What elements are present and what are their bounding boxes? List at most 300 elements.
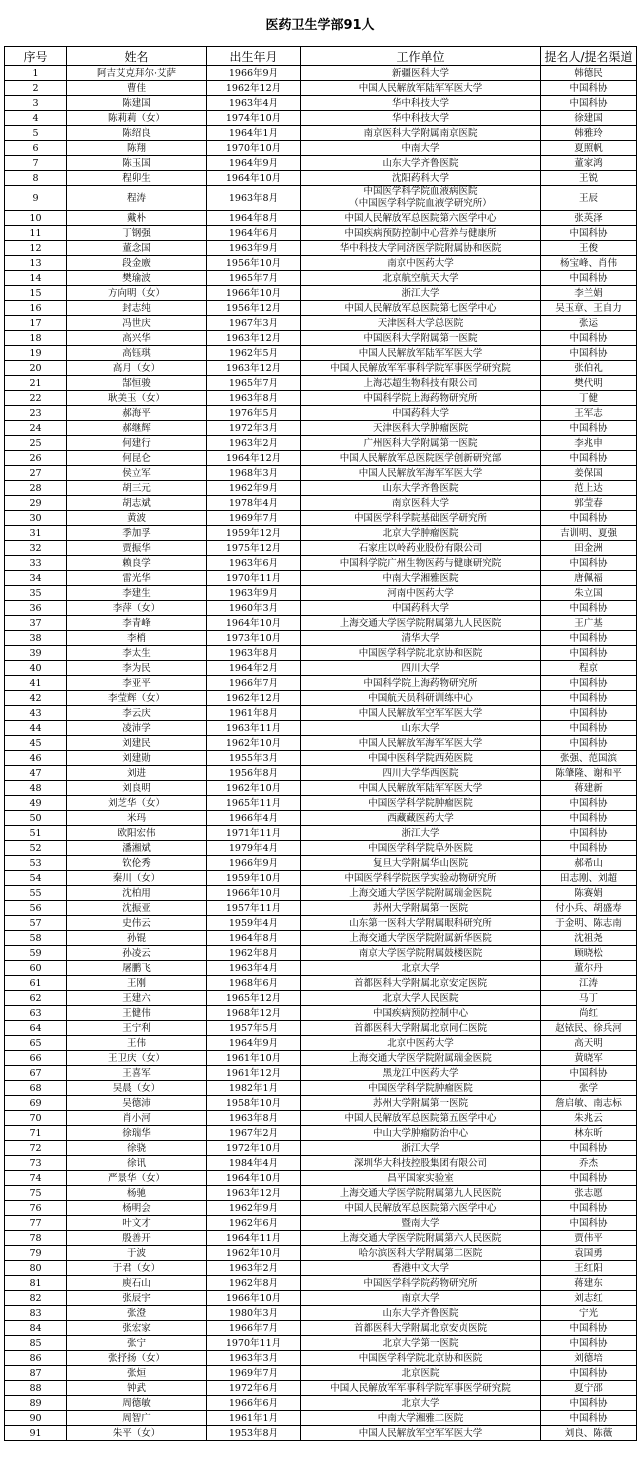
cell-name: 胡志斌 — [67, 496, 207, 511]
table-row — [5, 1006, 637, 1021]
cell-birth: 1966年6月 — [207, 1396, 301, 1411]
cell-nominator: 夏宁邵 — [541, 1381, 637, 1396]
table-row — [5, 1186, 637, 1201]
table-row — [5, 946, 637, 961]
cell-birth: 1963年8月 — [207, 646, 301, 661]
cell-name: 董念国 — [67, 241, 207, 256]
cell-workplace: 中国人民解放军海军军医大学 — [301, 736, 541, 751]
table-row — [5, 1141, 637, 1156]
cell-birth: 1969年7月 — [207, 1366, 301, 1381]
cell-workplace: 中国人民解放军陆军军医大学 — [301, 346, 541, 361]
cell-name: 郝海平 — [67, 406, 207, 421]
cell-name: 孙凌云 — [67, 946, 207, 961]
cell-nominator: 王辰 — [541, 186, 637, 211]
cell-name: 刘良明 — [67, 781, 207, 796]
cell-index: 64 — [5, 1021, 67, 1036]
cell-birth: 1962年9月 — [207, 481, 301, 496]
cell-index: 54 — [5, 871, 67, 886]
cell-index: 23 — [5, 406, 67, 421]
cell-nominator: 中国科协 — [541, 1216, 637, 1231]
header-birth: 出生年月 — [207, 47, 301, 66]
cell-workplace: 苏州大学附属第一医院 — [301, 901, 541, 916]
cell-birth: 1957年11月 — [207, 901, 301, 916]
table-row — [5, 511, 637, 526]
cell-index: 67 — [5, 1066, 67, 1081]
cell-nominator: 中国科协 — [541, 736, 637, 751]
cell-workplace: 中国医学科学院血液病医院 （中国医学科学院血液学研究所） — [301, 186, 541, 211]
cell-workplace: 中国医学科学院肿瘤医院 — [301, 796, 541, 811]
table-row — [5, 186, 637, 211]
cell-name: 王建六 — [67, 991, 207, 1006]
cell-name: 胡三元 — [67, 481, 207, 496]
cell-nominator: 唐佩福 — [541, 571, 637, 586]
table-row — [5, 66, 637, 81]
cell-index: 77 — [5, 1216, 67, 1231]
cell-workplace: 山东大学 — [301, 721, 541, 736]
cell-birth: 1962年6月 — [207, 1216, 301, 1231]
table-row — [5, 1336, 637, 1351]
cell-name: 王伟 — [67, 1036, 207, 1051]
table-row — [5, 1021, 637, 1036]
cell-nominator: 马丁 — [541, 991, 637, 1006]
cell-nominator: 韩雅玲 — [541, 126, 637, 141]
cell-workplace: 华中科技大学同济医学院附属协和医院 — [301, 241, 541, 256]
cell-name: 刘进 — [67, 766, 207, 781]
table-row — [5, 766, 637, 781]
cell-workplace: 中国人民解放军总医院第七医学中心 — [301, 301, 541, 316]
table-row — [5, 676, 637, 691]
cell-index: 14 — [5, 271, 67, 286]
table-row — [5, 616, 637, 631]
cell-nominator: 中国科协 — [541, 226, 637, 241]
cell-nominator: 中国科协 — [541, 826, 637, 841]
cell-birth: 1963年2月 — [207, 1261, 301, 1276]
cell-name: 吴晨（女） — [67, 1081, 207, 1096]
cell-workplace: 中国人民解放军总医院第六医学中心 — [301, 211, 541, 226]
cell-workplace: 上海交通大学医学院附属第六人民医院 — [301, 1231, 541, 1246]
cell-nominator: 黄晓军 — [541, 1051, 637, 1066]
cell-birth: 1963年4月 — [207, 96, 301, 111]
cell-name: 季加孚 — [67, 526, 207, 541]
cell-birth: 1964年6月 — [207, 226, 301, 241]
cell-nominator: 王广基 — [541, 616, 637, 631]
table-row — [5, 646, 637, 661]
cell-nominator: 程京 — [541, 661, 637, 676]
cell-index: 32 — [5, 541, 67, 556]
cell-workplace: 石家庄以岭药业股份有限公司 — [301, 541, 541, 556]
cell-name: 徐讯 — [67, 1156, 207, 1171]
cell-name: 徐瑞华 — [67, 1126, 207, 1141]
cell-nominator: 张运 — [541, 316, 637, 331]
table-row — [5, 901, 637, 916]
cell-birth: 1963年4月 — [207, 961, 301, 976]
table-row — [5, 81, 637, 96]
cell-birth: 1984年4月 — [207, 1156, 301, 1171]
cell-workplace: 中国航天员科研训练中心 — [301, 691, 541, 706]
cell-nominator: 董家鸿 — [541, 156, 637, 171]
cell-birth: 1956年12月 — [207, 301, 301, 316]
table-row — [5, 156, 637, 171]
table-row — [5, 391, 637, 406]
cell-nominator: 樊代明 — [541, 376, 637, 391]
cell-name: 陈莉莉（女） — [67, 111, 207, 126]
cell-workplace: 南京中医药大学 — [301, 256, 541, 271]
cell-nominator: 徐建国 — [541, 111, 637, 126]
cell-name: 潘湘斌 — [67, 841, 207, 856]
table-row — [5, 661, 637, 676]
cell-nominator: 中国科协 — [541, 271, 637, 286]
cell-workplace: 北京大学 — [301, 961, 541, 976]
cell-birth: 1964年8月 — [207, 211, 301, 226]
cell-birth: 1962年12月 — [207, 691, 301, 706]
cell-name: 耿美玉（女） — [67, 391, 207, 406]
cell-birth: 1970年11月 — [207, 1336, 301, 1351]
cell-birth: 1978年4月 — [207, 496, 301, 511]
cell-workplace: 中南大学 — [301, 141, 541, 156]
cell-index: 74 — [5, 1171, 67, 1186]
cell-index: 57 — [5, 916, 67, 931]
cell-nominator: 朱立国 — [541, 586, 637, 601]
cell-index: 80 — [5, 1261, 67, 1276]
cell-birth: 1972年6月 — [207, 1381, 301, 1396]
cell-nominator: 贾伟平 — [541, 1231, 637, 1246]
table-row — [5, 451, 637, 466]
cell-birth: 1964年9月 — [207, 1036, 301, 1051]
cell-workplace: 中国人民解放军军事科学院军事医学研究院 — [301, 361, 541, 376]
cell-birth: 1965年11月 — [207, 796, 301, 811]
cell-name: 秦川（女） — [67, 871, 207, 886]
cell-nominator: 中国科协 — [541, 1171, 637, 1186]
header-name: 姓名 — [67, 47, 207, 66]
cell-birth: 1953年8月 — [207, 1426, 301, 1441]
cell-name: 曹佳 — [67, 81, 207, 96]
table-row — [5, 436, 637, 451]
cell-workplace: 暨南大学 — [301, 1216, 541, 1231]
table-row — [5, 1246, 637, 1261]
cell-name: 刘建勋 — [67, 751, 207, 766]
cell-workplace: 天津医科大学总医院 — [301, 316, 541, 331]
cell-index: 30 — [5, 511, 67, 526]
cell-birth: 1968年3月 — [207, 466, 301, 481]
cell-workplace: 四川大学华西医院 — [301, 766, 541, 781]
table-row — [5, 271, 637, 286]
cell-birth: 1963年3月 — [207, 1351, 301, 1366]
cell-index: 2 — [5, 81, 67, 96]
cell-nominator: 张学 — [541, 1081, 637, 1096]
cell-birth: 1962年12月 — [207, 81, 301, 96]
cell-birth: 1962年8月 — [207, 946, 301, 961]
cell-nominator: 宁光 — [541, 1306, 637, 1321]
cell-name: 沈振亚 — [67, 901, 207, 916]
cell-workplace: 中国医学科学院基础医学研究所 — [301, 511, 541, 526]
cell-name: 张宏家 — [67, 1321, 207, 1336]
cell-nominator: 王红阳 — [541, 1261, 637, 1276]
cell-index: 20 — [5, 361, 67, 376]
cell-index: 85 — [5, 1336, 67, 1351]
cell-name: 刘建民 — [67, 736, 207, 751]
cell-nominator: 中国科协 — [541, 1201, 637, 1216]
cell-index: 11 — [5, 226, 67, 241]
cell-name: 程涛 — [67, 186, 207, 211]
cell-nominator: 中国科协 — [541, 691, 637, 706]
cell-birth: 1962年9月 — [207, 1201, 301, 1216]
cell-workplace: 中国药科大学 — [301, 406, 541, 421]
cell-index: 71 — [5, 1126, 67, 1141]
cell-workplace: 中国医科大学附属第一医院 — [301, 331, 541, 346]
cell-index: 27 — [5, 466, 67, 481]
cell-birth: 1971年11月 — [207, 826, 301, 841]
cell-name: 方向明（女） — [67, 286, 207, 301]
table-row — [5, 226, 637, 241]
cell-name: 严景华（女） — [67, 1171, 207, 1186]
cell-birth: 1964年9月 — [207, 156, 301, 171]
cell-index: 63 — [5, 1006, 67, 1021]
cell-name: 贾振华 — [67, 541, 207, 556]
cell-birth: 1962年5月 — [207, 346, 301, 361]
cell-name: 钟武 — [67, 1381, 207, 1396]
cell-name: 徐骁 — [67, 1141, 207, 1156]
table-row — [5, 1396, 637, 1411]
cell-index: 89 — [5, 1396, 67, 1411]
cell-nominator: 中国科协 — [541, 706, 637, 721]
cell-workplace: 北京大学第一医院 — [301, 1336, 541, 1351]
table-row — [5, 1411, 637, 1426]
cell-birth: 1956年10月 — [207, 256, 301, 271]
cell-nominator: 中国科协 — [541, 1141, 637, 1156]
cell-index: 45 — [5, 736, 67, 751]
table-row — [5, 976, 637, 991]
cell-birth: 1966年9月 — [207, 856, 301, 871]
cell-birth: 1966年7月 — [207, 1321, 301, 1336]
cell-birth: 1968年6月 — [207, 976, 301, 991]
table-row — [5, 736, 637, 751]
cell-name: 黄波 — [67, 511, 207, 526]
cell-name: 凌沛学 — [67, 721, 207, 736]
cell-nominator: 中国科协 — [541, 1411, 637, 1426]
cell-index: 88 — [5, 1381, 67, 1396]
cell-birth: 1959年10月 — [207, 871, 301, 886]
cell-nominator: 袁国勇 — [541, 1246, 637, 1261]
table-row — [5, 331, 637, 346]
cell-nominator: 吉训明、夏强 — [541, 526, 637, 541]
table-row — [5, 1351, 637, 1366]
cell-index: 60 — [5, 961, 67, 976]
table-row — [5, 841, 637, 856]
cell-index: 31 — [5, 526, 67, 541]
cell-nominator: 董尔丹 — [541, 961, 637, 976]
cell-name: 王宁利 — [67, 1021, 207, 1036]
cell-name: 钦伦秀 — [67, 856, 207, 871]
cell-workplace: 新疆医科大学 — [301, 66, 541, 81]
cell-nominator: 张伯礼 — [541, 361, 637, 376]
cell-name: 阿吉艾克拜尔·艾萨 — [67, 66, 207, 81]
cell-workplace: 哈尔滨医科大学附属第二医院 — [301, 1246, 541, 1261]
cell-index: 52 — [5, 841, 67, 856]
cell-workplace: 中南大学湘雅医院 — [301, 571, 541, 586]
cell-workplace: 黑龙江中医药大学 — [301, 1066, 541, 1081]
cell-name: 封志纯 — [67, 301, 207, 316]
cell-workplace: 山东大学齐鲁医院 — [301, 481, 541, 496]
cell-nominator: 韩德民 — [541, 66, 637, 81]
cell-birth: 1964年1月 — [207, 126, 301, 141]
cell-index: 6 — [5, 141, 67, 156]
cell-workplace: 北京大学人民医院 — [301, 991, 541, 1006]
cell-workplace: 中国医学科学院北京协和医院 — [301, 646, 541, 661]
cell-name: 李太生 — [67, 646, 207, 661]
cell-index: 47 — [5, 766, 67, 781]
cell-nominator: 郝希山 — [541, 856, 637, 871]
table-row — [5, 496, 637, 511]
cell-workplace: 北京大学 — [301, 1396, 541, 1411]
cell-name: 张宁 — [67, 1336, 207, 1351]
table-row — [5, 1276, 637, 1291]
cell-index: 22 — [5, 391, 67, 406]
table-row — [5, 346, 637, 361]
cell-nominator: 江涛 — [541, 976, 637, 991]
cell-nominator: 尚红 — [541, 1006, 637, 1021]
cell-birth: 1975年12月 — [207, 541, 301, 556]
cell-index: 21 — [5, 376, 67, 391]
cell-birth: 1959年12月 — [207, 526, 301, 541]
cell-name: 王卫庆（女） — [67, 1051, 207, 1066]
cell-workplace: 浙江大学 — [301, 826, 541, 841]
cell-index: 16 — [5, 301, 67, 316]
cell-index: 91 — [5, 1426, 67, 1441]
cell-nominator: 顾晓松 — [541, 946, 637, 961]
cell-name: 屠鹏飞 — [67, 961, 207, 976]
table-row — [5, 541, 637, 556]
cell-index: 25 — [5, 436, 67, 451]
cell-index: 76 — [5, 1201, 67, 1216]
cell-workplace: 中国人民解放军海军军医大学 — [301, 466, 541, 481]
cell-index: 51 — [5, 826, 67, 841]
table-row — [5, 171, 637, 186]
cell-index: 79 — [5, 1246, 67, 1261]
cell-nominator: 王俊 — [541, 241, 637, 256]
cell-index: 9 — [5, 186, 67, 211]
cell-index: 68 — [5, 1081, 67, 1096]
cell-name: 郜恒骏 — [67, 376, 207, 391]
cell-workplace: 上海交通大学医学院附属第九人民医院 — [301, 1186, 541, 1201]
cell-index: 37 — [5, 616, 67, 631]
cell-workplace: 中国人民解放军总医院医学创新研究部 — [301, 451, 541, 466]
cell-name: 郝继辉 — [67, 421, 207, 436]
cell-nominator: 中国科协 — [541, 796, 637, 811]
cell-name: 赖良学 — [67, 556, 207, 571]
cell-workplace: 北京大学肿瘤医院 — [301, 526, 541, 541]
cell-birth: 1966年7月 — [207, 676, 301, 691]
cell-workplace: 复旦大学附属华山医院 — [301, 856, 541, 871]
cell-birth: 1974年10月 — [207, 111, 301, 126]
cell-index: 59 — [5, 946, 67, 961]
cell-index: 66 — [5, 1051, 67, 1066]
cell-workplace: 华中科技大学 — [301, 111, 541, 126]
cell-birth: 1962年10月 — [207, 1246, 301, 1261]
cell-name: 陈建国 — [67, 96, 207, 111]
cell-index: 73 — [5, 1156, 67, 1171]
table-row — [5, 481, 637, 496]
table-row — [5, 241, 637, 256]
cell-name: 叶文才 — [67, 1216, 207, 1231]
cell-name: 庾石山 — [67, 1276, 207, 1291]
table-row — [5, 301, 637, 316]
cell-birth: 1959年4月 — [207, 916, 301, 931]
cell-nominator: 李兰娟 — [541, 286, 637, 301]
cell-birth: 1979年4月 — [207, 841, 301, 856]
cell-workplace: 中国人民解放军空军军医大学 — [301, 706, 541, 721]
cell-birth: 1964年2月 — [207, 661, 301, 676]
cell-name: 李萍（女） — [67, 601, 207, 616]
table-row — [5, 1231, 637, 1246]
cell-name: 雷光华 — [67, 571, 207, 586]
table-row — [5, 1096, 637, 1111]
cell-workplace: 华中科技大学 — [301, 96, 541, 111]
cell-birth: 1966年10月 — [207, 286, 301, 301]
cell-birth: 1970年11月 — [207, 571, 301, 586]
cell-nominator: 田金洲 — [541, 541, 637, 556]
table-row — [5, 571, 637, 586]
cell-workplace: 河南中医药大学 — [301, 586, 541, 601]
header-nominator: 提名人/提名渠道 — [541, 47, 637, 66]
cell-workplace: 中国药科大学 — [301, 601, 541, 616]
cell-index: 86 — [5, 1351, 67, 1366]
cell-birth: 1972年10月 — [207, 1141, 301, 1156]
cell-workplace: 南京医科大学 — [301, 496, 541, 511]
cell-name: 吴德沛 — [67, 1096, 207, 1111]
cell-index: 35 — [5, 586, 67, 601]
cell-name: 王健伟 — [67, 1006, 207, 1021]
cell-nominator: 田志刚、刘超 — [541, 871, 637, 886]
cell-index: 24 — [5, 421, 67, 436]
cell-birth: 1963年2月 — [207, 436, 301, 451]
cell-name: 刘芝华（女） — [67, 796, 207, 811]
cell-nominator: 中国科协 — [541, 1321, 637, 1336]
cell-nominator: 高天明 — [541, 1036, 637, 1051]
cell-nominator: 付小兵、胡盛寿 — [541, 901, 637, 916]
cell-index: 46 — [5, 751, 67, 766]
cell-birth: 1960年3月 — [207, 601, 301, 616]
cell-index: 43 — [5, 706, 67, 721]
cell-birth: 1963年12月 — [207, 361, 301, 376]
table-row — [5, 1366, 637, 1381]
cell-nominator: 中国科协 — [541, 556, 637, 571]
cell-nominator: 范上达 — [541, 481, 637, 496]
cell-nominator: 中国科协 — [541, 1396, 637, 1411]
cell-name: 李亚平 — [67, 676, 207, 691]
cell-name: 米玛 — [67, 811, 207, 826]
table-row — [5, 141, 637, 156]
cell-birth: 1966年10月 — [207, 1291, 301, 1306]
cell-nominator: 中国科协 — [541, 331, 637, 346]
cell-index: 72 — [5, 1141, 67, 1156]
table-row — [5, 466, 637, 481]
table-row — [5, 916, 637, 931]
table-row — [5, 361, 637, 376]
cell-name: 朱平（女） — [67, 1426, 207, 1441]
cell-nominator: 赵铱民、徐兵河 — [541, 1021, 637, 1036]
cell-nominator: 王军志 — [541, 406, 637, 421]
cell-name: 李梢 — [67, 631, 207, 646]
table-row — [5, 556, 637, 571]
cell-name: 侯立军 — [67, 466, 207, 481]
cell-name: 王刚 — [67, 976, 207, 991]
table-row — [5, 316, 637, 331]
cell-index: 78 — [5, 1231, 67, 1246]
cell-workplace: 首都医科大学附属北京安定医院 — [301, 976, 541, 991]
cell-nominator: 张英泽 — [541, 211, 637, 226]
cell-index: 75 — [5, 1186, 67, 1201]
cell-name: 樊瑜波 — [67, 271, 207, 286]
